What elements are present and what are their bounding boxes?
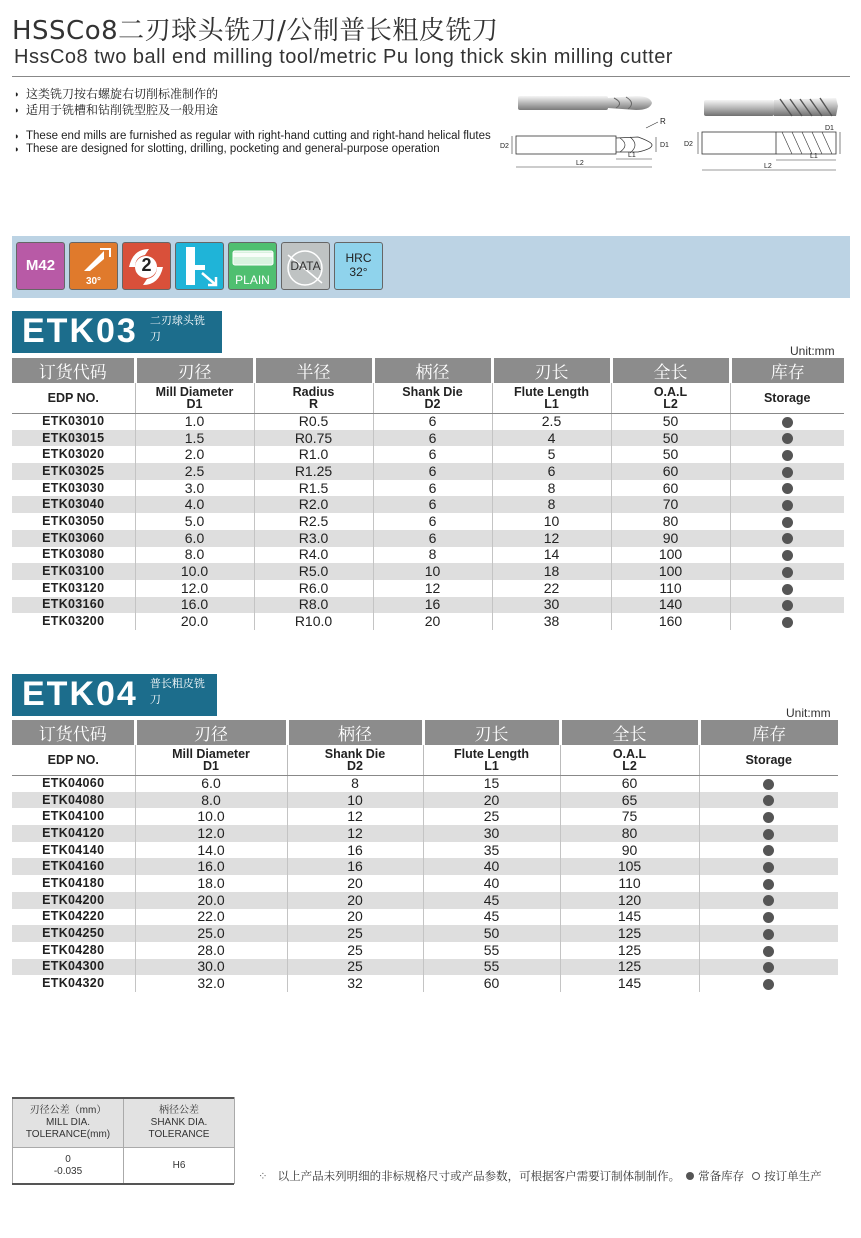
table-cell: 10 (373, 563, 492, 580)
table-cell: 90 (611, 530, 730, 547)
column-header-en: Storage (699, 745, 838, 775)
table-row (12, 547, 844, 564)
in-stock-dot-icon (782, 450, 793, 461)
table-cell: 22.0 (135, 909, 287, 926)
column-header: 订货代码 (12, 358, 135, 383)
in-stock-dot-icon (763, 845, 774, 856)
table-cell: 25 (423, 808, 560, 825)
table-cell: 6.0 (135, 530, 254, 547)
table-cell: R1.5 (254, 480, 373, 497)
storage-cell (699, 959, 838, 976)
roughing-tool-diagram (680, 92, 850, 174)
in-stock-dot-icon (763, 829, 774, 840)
table-cell: 100 (611, 547, 730, 564)
table-cell: 6 (373, 446, 492, 463)
table-cell: 3.0 (135, 480, 254, 497)
table-row (12, 446, 844, 463)
edp-code-cell: ETK04060 (12, 775, 135, 792)
storage-cell (730, 496, 844, 513)
table-cell: 50 (611, 413, 730, 430)
tolerance-bottom-rule (12, 1183, 234, 1185)
table-cell: 12 (492, 530, 611, 547)
column-header-en: EDP NO. (12, 745, 135, 775)
in-stock-dot-icon (782, 500, 793, 511)
stock-dot-icon (686, 1172, 694, 1180)
column-header-en: Mill Diameter D1 (135, 745, 287, 775)
etk04-series-header: ETK04 普长粗皮铣刀 (12, 674, 217, 716)
etk04-unit: Unit:mm (786, 706, 831, 720)
table-cell: 8 (492, 480, 611, 497)
table-cell: 6 (373, 496, 492, 513)
table-cell: 16.0 (135, 858, 287, 875)
edp-code-cell: ETK04120 (12, 825, 135, 842)
table-cell: R2.5 (254, 513, 373, 530)
table-row (12, 942, 838, 959)
table-cell: 4.0 (135, 496, 254, 513)
in-stock-dot-icon (782, 600, 793, 611)
table-cell: 110 (560, 875, 699, 892)
helix-angle-icon: 30° (69, 242, 118, 290)
table-cell: 6 (373, 413, 492, 430)
table-row (12, 530, 844, 547)
mill-tolerance-header: 刃径公差（mm） MILL DIA. TOLERANCE(mm) (13, 1098, 124, 1148)
table-cell: 160 (611, 613, 730, 630)
table-row (12, 597, 844, 614)
edp-code-cell: ETK03080 (12, 547, 135, 564)
table-row (12, 892, 838, 909)
table-cell: 15 (423, 775, 560, 792)
storage-cell (730, 513, 844, 530)
feature-item: ◗ 这类铣刀按右螺旋右切削标准制作的 (14, 87, 219, 101)
table-cell: 65 (560, 792, 699, 809)
table-cell: R2.0 (254, 496, 373, 513)
table-cell: 6.0 (135, 775, 287, 792)
d2-label: D2 (684, 141, 693, 148)
table-cell: 125 (560, 959, 699, 976)
column-header: 刃径 (135, 358, 254, 383)
column-header-en: Shank Die D2 (287, 745, 423, 775)
table-cell: 38 (492, 613, 611, 630)
in-stock-dot-icon (782, 417, 793, 428)
table-row (12, 513, 844, 530)
table-row (12, 925, 838, 942)
table-row (12, 430, 844, 447)
column-header-en: EDP NO. (12, 383, 135, 413)
edp-code-cell: ETK04080 (12, 792, 135, 809)
edp-code-cell: ETK03050 (12, 513, 135, 530)
table-cell: R8.0 (254, 597, 373, 614)
table-cell: 80 (611, 513, 730, 530)
mill-tolerance-value: 0 -0.035 (13, 1148, 124, 1184)
table-cell: 50 (611, 430, 730, 447)
table-cell: 20.0 (135, 613, 254, 630)
order-dot-icon (752, 1172, 760, 1180)
bullet-icon: ◗ (14, 89, 20, 99)
storage-cell (730, 446, 844, 463)
table-cell: 45 (423, 909, 560, 926)
bullet-icon: ◗ (14, 144, 20, 154)
table-row (12, 792, 838, 809)
table-cell: 6 (373, 530, 492, 547)
table-cell: 5.0 (135, 513, 254, 530)
table-cell: 125 (560, 942, 699, 959)
table-cell: 20.0 (135, 892, 287, 909)
table-cell: 2.5 (135, 463, 254, 480)
l1-label: L1 (628, 152, 636, 159)
table-cell: 32.0 (135, 975, 287, 992)
table-cell: 18 (492, 563, 611, 580)
table-cell: 105 (560, 858, 699, 875)
table-cell: R4.0 (254, 547, 373, 564)
storage-cell (699, 858, 838, 875)
storage-cell (730, 613, 844, 630)
storage-cell (699, 925, 838, 942)
in-stock-dot-icon (782, 617, 793, 628)
storage-cell (699, 975, 838, 992)
property-icon-band (12, 236, 850, 298)
feature-list (14, 86, 514, 156)
in-stock-dot-icon (763, 929, 774, 940)
in-stock-dot-icon (763, 962, 774, 973)
table-cell: R1.0 (254, 446, 373, 463)
table-cell: 12 (373, 580, 492, 597)
table-cell: 145 (560, 909, 699, 926)
in-stock-dot-icon (782, 467, 793, 478)
bullet-icon: ◗ (14, 105, 20, 115)
table-cell: 10 (287, 792, 423, 809)
in-stock-dot-icon (763, 812, 774, 823)
storage-cell (730, 547, 844, 564)
in-stock-dot-icon (763, 912, 774, 923)
table-cell: 145 (560, 975, 699, 992)
in-stock-dot-icon (782, 517, 793, 528)
table-cell: 16 (287, 858, 423, 875)
table-cell: 30 (423, 825, 560, 842)
edp-code-cell: ETK03040 (12, 496, 135, 513)
etk04-spec-table (12, 720, 838, 992)
flute-count-icon: 2 (122, 242, 171, 290)
table-cell: 50 (611, 446, 730, 463)
table-row (12, 858, 838, 875)
page-title: HSSCo8二刃球头铣刀/公制普长粗皮铣刀 (12, 16, 499, 46)
column-header-en: Radius R (254, 383, 373, 413)
table-cell: 32 (287, 975, 423, 992)
storage-cell (699, 775, 838, 792)
edp-code-cell: ETK03160 (12, 597, 135, 614)
table-cell: R3.0 (254, 530, 373, 547)
data-icon: DATA (281, 242, 330, 290)
in-stock-dot-icon (763, 895, 774, 906)
table-cell: 100 (611, 563, 730, 580)
feature-item: ◗ 适用于铣槽和钻削铣型腔及一般用途 (14, 103, 219, 117)
column-header: 全长 (560, 720, 699, 745)
table-cell: 6 (373, 430, 492, 447)
feature-item: ◗ These are designed for slotting, drilling, pocketing and general-purpose operation (14, 143, 440, 155)
table-cell: 2.5 (492, 413, 611, 430)
column-header-en: Mill Diameter D1 (135, 383, 254, 413)
table-cell: 90 (560, 842, 699, 859)
storage-cell (730, 530, 844, 547)
column-header: 刃径 (135, 720, 287, 745)
title-divider (12, 76, 850, 77)
table-cell: 14 (492, 547, 611, 564)
column-header-en: Flute Length L1 (423, 745, 560, 775)
table-row (12, 413, 844, 430)
edp-code-cell: ETK04100 (12, 808, 135, 825)
column-header: 库存 (730, 358, 844, 383)
table-cell: 25 (287, 942, 423, 959)
edp-code-cell: ETK03060 (12, 530, 135, 547)
table-cell: 1.0 (135, 413, 254, 430)
table-cell: 40 (423, 875, 560, 892)
in-stock-dot-icon (763, 879, 774, 890)
table-cell: 20 (423, 792, 560, 809)
table-cell: 22 (492, 580, 611, 597)
table-cell: 140 (611, 597, 730, 614)
table-row (12, 480, 844, 497)
in-stock-dot-icon (782, 550, 793, 561)
table-cell: 30.0 (135, 959, 287, 976)
table-cell: R0.5 (254, 413, 373, 430)
storage-cell (699, 942, 838, 959)
table-cell: 20 (287, 875, 423, 892)
table-cell: 25 (287, 925, 423, 942)
d2-label: D2 (500, 143, 509, 150)
table-cell: 4 (492, 430, 611, 447)
in-stock-dot-icon (782, 533, 793, 544)
in-stock-dot-icon (782, 567, 793, 578)
column-header: 柄径 (373, 358, 492, 383)
edp-code-cell: ETK04180 (12, 875, 135, 892)
column-header: 刃长 (423, 720, 560, 745)
column-header: 库存 (699, 720, 838, 745)
ball-end-tool-diagram (496, 92, 669, 174)
table-cell: R0.75 (254, 430, 373, 447)
edp-code-cell: ETK04300 (12, 959, 135, 976)
edp-code-cell: ETK03025 (12, 463, 135, 480)
table-cell: 12 (287, 825, 423, 842)
table-row (12, 842, 838, 859)
column-header: 全长 (611, 358, 730, 383)
table-cell: 28.0 (135, 942, 287, 959)
table-cell: R5.0 (254, 563, 373, 580)
footer-note: ⁘ 以上产品未列明细的非标规格尺寸或产品参数，可根据客户需要订制体制制作。 常备库存 按订单生产 (258, 1171, 822, 1183)
plain-shank-icon: PLAIN (228, 242, 277, 290)
table-row (12, 563, 844, 580)
shank-tolerance-value: H6 (124, 1148, 235, 1184)
table-cell: 16 (287, 842, 423, 859)
edp-code-cell: ETK03200 (12, 613, 135, 630)
table-cell: 80 (560, 825, 699, 842)
table-cell: 6 (373, 480, 492, 497)
storage-cell (699, 825, 838, 842)
table-cell: 8 (492, 496, 611, 513)
edp-code-cell: ETK03020 (12, 446, 135, 463)
edp-code-cell: ETK03015 (12, 430, 135, 447)
table-cell: 20 (287, 909, 423, 926)
in-stock-dot-icon (763, 946, 774, 957)
l1-label: L1 (810, 153, 818, 160)
table-cell: 12.0 (135, 580, 254, 597)
table-cell: 5 (492, 446, 611, 463)
table-cell: R1.25 (254, 463, 373, 480)
storage-cell (699, 808, 838, 825)
table-cell: 20 (373, 613, 492, 630)
feature-item: ◗ These end mills are furnished as regular with right-hand cutting and right-hand helical flutes (14, 130, 491, 142)
radius-label: R (660, 117, 666, 126)
in-stock-dot-icon (763, 795, 774, 806)
table-cell: 70 (611, 496, 730, 513)
table-cell: 45 (423, 892, 560, 909)
table-cell: 60 (423, 975, 560, 992)
table-cell: 8.0 (135, 792, 287, 809)
table-row (12, 463, 844, 480)
edp-code-cell: ETK03100 (12, 563, 135, 580)
table-cell: 8 (373, 547, 492, 564)
table-row (12, 775, 838, 792)
table-cell: 16 (373, 597, 492, 614)
column-header-en: Shank Die D2 (373, 383, 492, 413)
table-cell: 40 (423, 858, 560, 875)
bullet-icon: ◗ (14, 131, 20, 141)
edp-code-cell: ETK03010 (12, 413, 135, 430)
table-row (12, 825, 838, 842)
table-cell: 2.0 (135, 446, 254, 463)
column-header: 订货代码 (12, 720, 135, 745)
column-header: 柄径 (287, 720, 423, 745)
edp-code-cell: ETK04200 (12, 892, 135, 909)
table-cell: 8 (287, 775, 423, 792)
table-cell: R6.0 (254, 580, 373, 597)
storage-cell (699, 792, 838, 809)
table-cell: 60 (560, 775, 699, 792)
table-cell: 12 (287, 808, 423, 825)
in-stock-dot-icon (763, 862, 774, 873)
table-row (12, 580, 844, 597)
table-cell: 18.0 (135, 875, 287, 892)
table-cell: 6 (373, 463, 492, 480)
in-stock-dot-icon (782, 584, 793, 595)
table-cell: 55 (423, 959, 560, 976)
table-cell: 6 (492, 463, 611, 480)
column-header-en: O.A.L L2 (611, 383, 730, 413)
page-subtitle: HssCo8 two ball end milling tool/metric Pu long thick skin milling cutter (14, 46, 673, 68)
table-cell: 35 (423, 842, 560, 859)
table-cell: 60 (611, 480, 730, 497)
table-cell: 6 (373, 513, 492, 530)
storage-cell (730, 597, 844, 614)
column-header: 刃长 (492, 358, 611, 383)
edp-code-cell: ETK04220 (12, 909, 135, 926)
l2-label: L2 (576, 160, 584, 167)
table-cell: 120 (560, 892, 699, 909)
table-cell: 10.0 (135, 808, 287, 825)
storage-cell (730, 413, 844, 430)
tolerance-top-rule (12, 1097, 234, 1099)
table-cell: 60 (611, 463, 730, 480)
material-m42-icon: M42 (16, 242, 65, 290)
edp-code-cell: ETK04280 (12, 942, 135, 959)
table-row (12, 875, 838, 892)
edp-code-cell: ETK04250 (12, 925, 135, 942)
storage-cell (699, 909, 838, 926)
table-cell: 55 (423, 942, 560, 959)
note-icon: ⁘ (258, 1171, 268, 1183)
hardness-hrc-icon: HRC 32° (334, 242, 383, 290)
in-stock-dot-icon (782, 433, 793, 444)
column-header-en: Flute Length L1 (492, 383, 611, 413)
table-cell: 75 (560, 808, 699, 825)
table-row (12, 909, 838, 926)
etk03-series-header: ETK03 二刃球头铣刀 (12, 311, 222, 353)
column-header-en: O.A.L L2 (560, 745, 699, 775)
table-row (12, 959, 838, 976)
table-cell: 50 (423, 925, 560, 942)
table-cell: 10.0 (135, 563, 254, 580)
edp-code-cell: ETK03120 (12, 580, 135, 597)
table-cell: 1.5 (135, 430, 254, 447)
table-row (12, 496, 844, 513)
storage-cell (730, 580, 844, 597)
storage-cell (730, 463, 844, 480)
storage-cell (699, 842, 838, 859)
table-cell: 110 (611, 580, 730, 597)
etk03-spec-table (12, 358, 844, 630)
in-stock-dot-icon (782, 483, 793, 494)
storage-cell (730, 430, 844, 447)
edp-code-cell: ETK04160 (12, 858, 135, 875)
column-header-en: Storage (730, 383, 844, 413)
table-cell: 25 (287, 959, 423, 976)
table-cell: 8.0 (135, 547, 254, 564)
table-cell: 10 (492, 513, 611, 530)
in-stock-dot-icon (763, 779, 774, 790)
d1-label: D1 (660, 142, 669, 149)
table-row (12, 975, 838, 992)
table-cell: 16.0 (135, 597, 254, 614)
l2-label: L2 (764, 163, 772, 170)
shank-tolerance-header: 柄径公差 SHANK DIA. TOLERANCE (124, 1098, 235, 1148)
table-cell: 20 (287, 892, 423, 909)
d1-label: D1 (825, 125, 834, 132)
tolerance-table (12, 1097, 235, 1184)
storage-cell (730, 563, 844, 580)
etk03-unit: Unit:mm (790, 344, 835, 358)
edp-code-cell: ETK03030 (12, 480, 135, 497)
table-cell: 14.0 (135, 842, 287, 859)
table-cell: R10.0 (254, 613, 373, 630)
table-cell: 125 (560, 925, 699, 942)
table-row (12, 808, 838, 825)
cutting-direction-icon (175, 242, 224, 290)
storage-cell (699, 892, 838, 909)
table-cell: 25.0 (135, 925, 287, 942)
edp-code-cell: ETK04140 (12, 842, 135, 859)
in-stock-dot-icon (763, 979, 774, 990)
edp-code-cell: ETK04320 (12, 975, 135, 992)
table-cell: 30 (492, 597, 611, 614)
table-row (12, 613, 844, 630)
table-cell: 12.0 (135, 825, 287, 842)
storage-cell (730, 480, 844, 497)
storage-cell (699, 875, 838, 892)
column-header: 半径 (254, 358, 373, 383)
